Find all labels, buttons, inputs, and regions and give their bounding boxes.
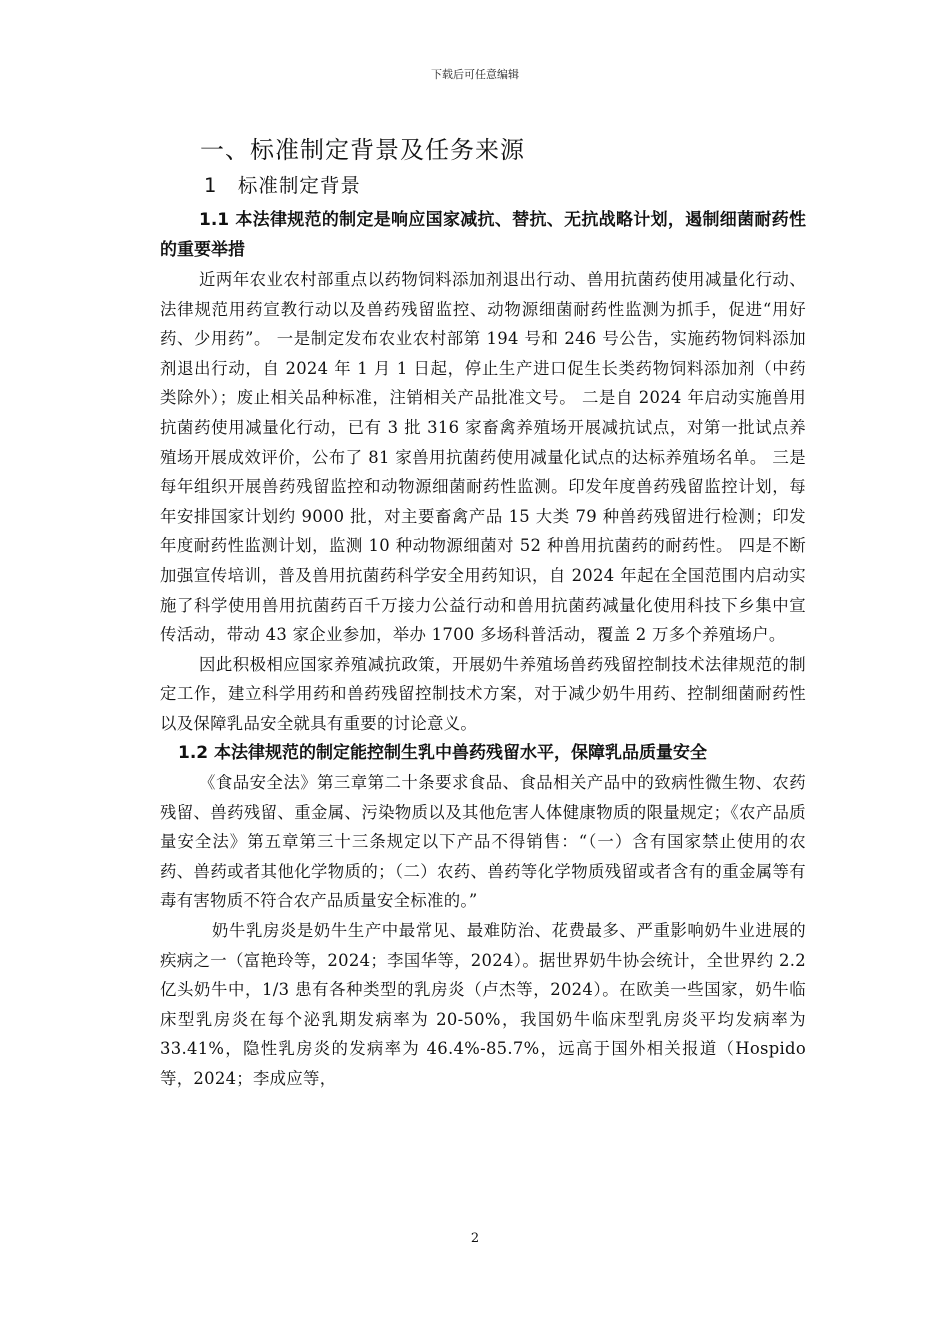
paragraph: 奶牛乳房炎是奶牛生产中最常见、最难防治、花费最多、严重影响奶牛业进展的疾病之一（富艳玲等，2024；李国华等，2024）。据世界奶牛协会统计，全世界约 2.2 亿头奶牛中，1/3 患有各种类型的乳房炎（卢杰等，2024）。在欧美一些国家，奶牛临床型乳房炎在每个泌乳期发病率为 20-50%，我国奶牛临床型乳房炎平均发病率为 33.41%，隐性乳房炎的发病率为 46.4%-85.7%，远高于国外相关报道（Hospido 等，2024；李成应等， — [160, 920, 806, 1088]
page-header: 下载后可任意编辑 — [431, 68, 519, 81]
paragraph: 近两年农业农村部重点以药物饲料添加剂退出行动、兽用抗菌药使用减量化行动、法律规范用药宣教行动以及兽药残留监控、动物源细菌耐药性监测为抓手，促进“用好药、少用药”。 一是制定发布农业农村部第 194 号和 246 号公告，实施药物饲料添加剂退出行动，自 2024 年 1 月 1 日起，停止生产进口促生长类药物饲料添加剂（中药类除外）；废止相关品种标准，注销相关产品批准文号。 二是自 2024 年启动实施兽用抗菌药使用减量化行动，已有 3 批 316 家畜禽养殖场开展减抗试点，对第一批试点养殖场开展成效评价，公布了 81 家兽用抗菌药使用减量化试点的达标养殖场名单。 三是每年组织开展兽药残留监控和动物源细菌耐药性监测。印发年度兽药残留监控计划，每年安排国家计划约 9000 批，对主要畜禽产品 15 大类 79 种兽药残留进行检测；印发年度耐药性监测计划，监测 10 种动物源细菌对 52 种兽用抗菌药的耐药性。 四是不断加强宣传培训，普及兽用抗菌药科学安全用药知识，自 2024 年起在全国范围内启动实施了科学使用兽用抗菌药百千万接力公益行动和兽用抗菌药减量化使用科技下乡集中宣传活动，带动 43 家企业参加，举办 1700 多场科普活动，覆盖 2 万多个养殖场户。 — [160, 270, 806, 645]
paragraph: 因此积极相应国家养殖减抗政策，开展奶牛养殖场兽药残留控制技术法律规范的制定工作，建立科学用药和兽药残留控制技术方案，对于减少奶牛用药、控制细菌耐药性以及保障乳品安全就具有重要的讨论意义。 — [160, 654, 806, 733]
heading-1-2: 1.2 本法律规范的制定能控制生乳中兽药残留水平，保障乳品质量安全 — [178, 742, 708, 763]
section-title: 一、标准制定背景及任务来源 — [200, 136, 525, 164]
paragraph: 《食品安全法》第三章第二十条要求食品、食品相关产品中的致病性微生物、农药残留、兽药残留、重金属、污染物质以及其他危害人体健康物质的限量规定；《农产品质量安全法》第五章第三十三条规定以下产品不得销售：“（一）含有国家禁止使用的农药、兽药或者其他化学物质的；（二）农药、兽药等化学物质残留或者含有的重金属等有毒有害物质不符合农产品质量安全标准的。” — [160, 773, 806, 911]
subsection-title: 1 标准制定背景 — [204, 174, 361, 197]
heading-1-1: 1.1 本法律规范的制定是响应国家减抗、替抗、无抗战略计划，遏制细菌耐药性的重要举措 — [160, 210, 806, 260]
page-number: 2 — [470, 1231, 480, 1246]
document-body — [160, 132, 806, 1094]
